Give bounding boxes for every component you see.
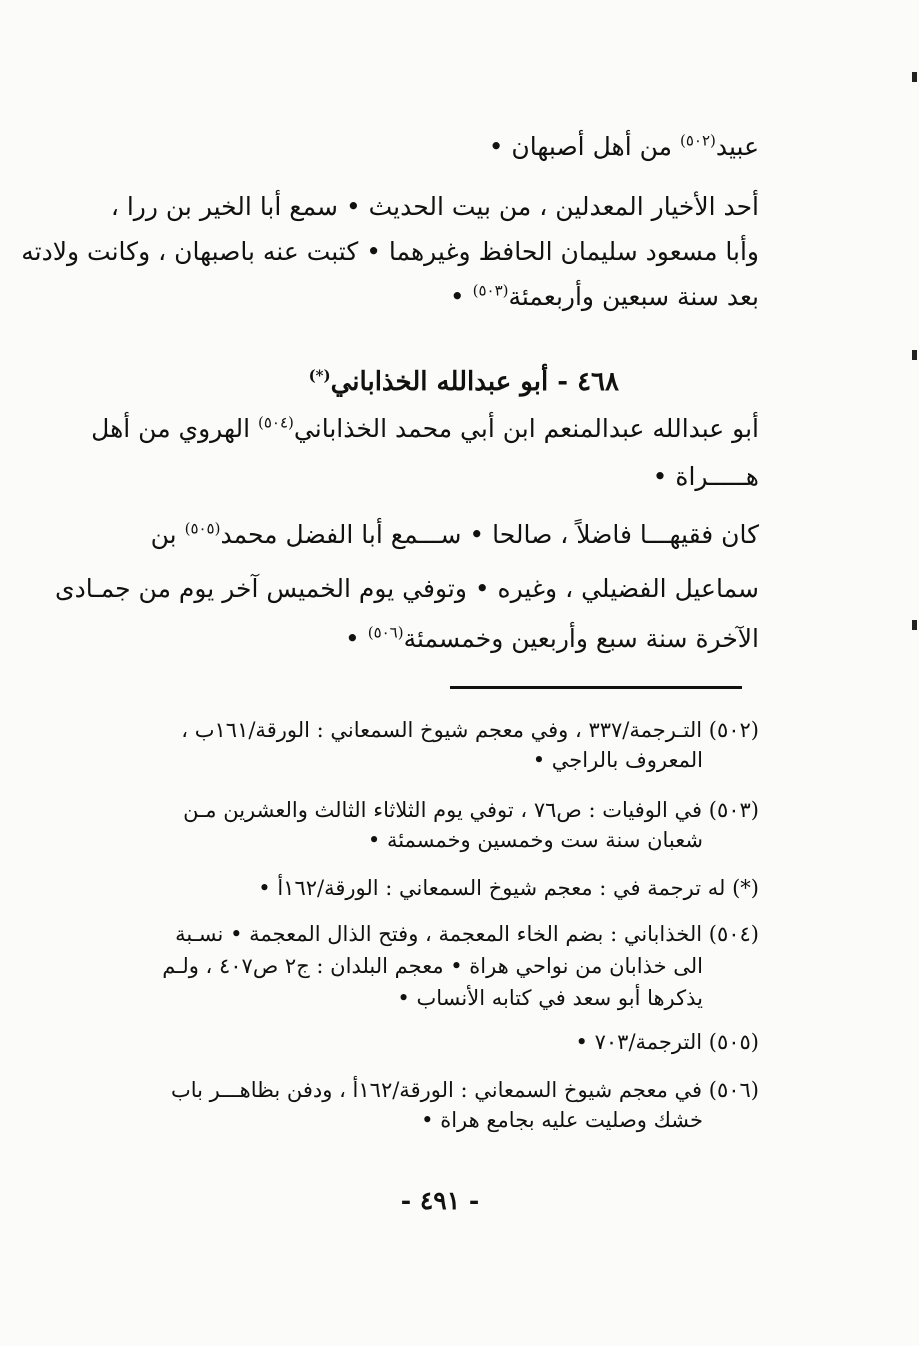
footnote-cont: الى خذابان من نواحي هراة • معجم البلدان : ج٢ ص٤٠٧ ، ولـم xyxy=(162,954,703,978)
footnote-ref: (٥٠٣) xyxy=(472,281,509,300)
page-edge-mark xyxy=(912,350,917,360)
entry-line xyxy=(91,412,759,446)
footnote xyxy=(109,920,759,948)
page-number: - ٤٩١ - xyxy=(400,1186,480,1215)
entry-line: أحد الأخيار المعدلين ، من بيت الحديث • سمع أبا الخير بن ررا ، xyxy=(110,192,759,221)
footnote-cont: يذكرها أبو سعد في كتابه الأنساب • xyxy=(397,986,703,1010)
footnote-separator xyxy=(450,686,742,689)
entry-line xyxy=(99,622,759,656)
footnote-text: في الوفيات : ص٧٦ ، توفي يوم الثلاثاء الثالث والعشرين مـن xyxy=(183,798,703,822)
entry-text: أبو عبدالله عبدالمنعم ابن أبي محمد الخذاباني xyxy=(293,414,759,443)
entry-text: كان فقيهـــا فاضلاً ، صالحا • ســـمع أبا الفضل محمد xyxy=(220,520,759,549)
entry-text: بعد سنة سبعين وأربعمئة xyxy=(508,282,759,311)
footnote-number: (٥٠٢) xyxy=(708,718,759,742)
entry-text: الآخرة سنة سبع وأربعين وخمسمئة xyxy=(403,624,759,653)
footnote-number: (٥٠٤) xyxy=(708,922,759,946)
footnote xyxy=(109,796,759,824)
footnote-ref: (٥٠٦) xyxy=(367,623,404,642)
entry-line xyxy=(99,130,759,164)
footnote xyxy=(109,716,759,744)
footnote-number: (*) xyxy=(732,876,759,900)
footnote-cont: خشك وصليت عليه بجامع هراة • xyxy=(421,1108,703,1132)
entry-text: عبيد xyxy=(715,132,759,161)
footnote-text: الترجمة/٧٠٣ • xyxy=(575,1030,703,1054)
footnote-cont: شعبان سنة ست وخمسين وخمسمئة • xyxy=(367,828,703,852)
heading-text: ٤٦٨ - أبو عبدالله الخذاباني xyxy=(330,367,619,397)
entry-line: وأبا مسعود سليمان الحافظ وغيرهما • كتبت عنه باصبهان ، وكانت ولادته xyxy=(21,237,759,266)
footnote-number: (٥٠٥) xyxy=(708,1030,759,1054)
entry-line: هـــــراة • xyxy=(652,462,759,491)
entry-line: سماعيل الفضيلي ، وغيره • وتوفي يوم الخميس آخر يوم من جمـادى xyxy=(55,574,759,603)
footnote-ref: (٥٠٥) xyxy=(184,519,221,538)
entry-text: الهروي من أهل xyxy=(91,414,259,443)
page-edge-mark xyxy=(912,72,917,82)
entry-text: • xyxy=(449,282,473,311)
footnote xyxy=(109,874,759,902)
page-edge-mark xyxy=(912,620,917,630)
entry-text: بن xyxy=(150,520,185,549)
entry-heading xyxy=(309,365,619,399)
footnote-ref: (٥٠٤) xyxy=(258,413,294,432)
entry-text: من أهل أصبهان • xyxy=(488,132,680,161)
footnote-cont: المعروف بالراجي • xyxy=(532,748,703,772)
footnote-ref: (٥٠٢) xyxy=(679,131,716,150)
footnote xyxy=(109,1028,759,1056)
entry-line xyxy=(99,518,759,552)
footnote-number: (٥٠٦) xyxy=(708,1078,759,1102)
footnote-number: (٥٠٣) xyxy=(708,798,759,822)
footnote-text: الخذاباني : بضم الخاء المعجمة ، وفتح الذال المعجمة • نسـبة xyxy=(175,922,703,946)
footnote-text: في معجم شيوخ السمعاني : الورقة/١٦٢أ ، ودفن بظاهـــر باب xyxy=(170,1078,703,1102)
footnote xyxy=(109,1076,759,1104)
footnote-ref: (*) xyxy=(308,366,331,385)
footnote-text: له ترجمة في : معجم شيوخ السمعاني : الورقة/١٦٢أ • xyxy=(258,876,726,900)
footnote-text: التـرجمة/٣٣٧ ، وفي معجم شيوخ السمعاني : الورقة/١٦١ب ، xyxy=(181,718,703,742)
entry-line xyxy=(99,280,759,314)
entry-text: • xyxy=(345,624,368,653)
